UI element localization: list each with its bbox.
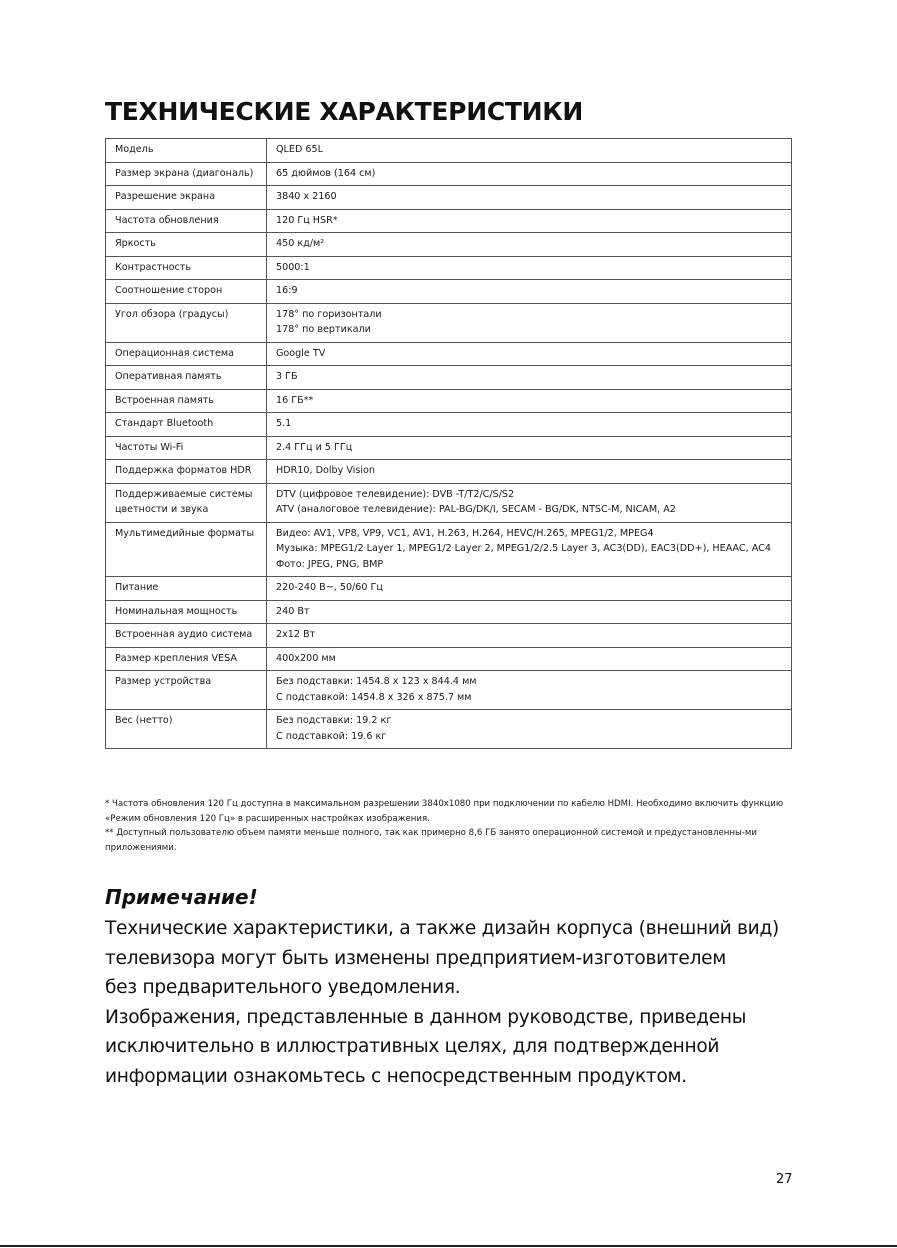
spec-label-line: Встроенная аудио система — [115, 629, 253, 640]
spec-label-line: Размер крепления VESA — [115, 652, 237, 664]
spec-row — [106, 366, 792, 390]
spec-value — [267, 139, 792, 163]
spec-value-line: QLED 65L — [276, 144, 323, 155]
spec-label-line: Частоты Wi-Fi — [115, 441, 184, 453]
spec-label-line: Операционная система — [115, 347, 234, 359]
spec-label — [106, 233, 267, 257]
spec-value-line: Без подставки: 1454.8 x 123 x 844.4 мм — [276, 676, 477, 687]
spec-value — [267, 209, 792, 233]
spec-row — [106, 413, 792, 437]
spec-row — [106, 389, 792, 413]
spec-value-line: Без подставки: 19.2 кг — [276, 715, 392, 726]
spec-row — [106, 600, 792, 624]
spec-row — [106, 186, 792, 210]
spec-value — [267, 647, 792, 671]
page-bottom-rule — [0, 1245, 897, 1247]
spec-value — [267, 186, 792, 210]
spec-row — [106, 647, 792, 671]
spec-label-line: Вес (нетто) — [115, 715, 173, 726]
spec-label — [106, 389, 267, 413]
footnotes — [105, 797, 795, 855]
spec-value-line: 3 ГБ — [276, 371, 298, 382]
spec-value-line: 120 Гц HSR* — [276, 214, 338, 226]
spec-label-line: Соотношение сторон — [115, 285, 223, 296]
spec-value-line: 16 ГБ** — [276, 394, 314, 406]
spec-label — [106, 366, 267, 390]
spec-label — [106, 209, 267, 233]
spec-value — [267, 366, 792, 390]
spec-value-line: С подставкой: 1454.8 x 326 x 875.7 мм — [276, 691, 472, 703]
spec-label — [106, 186, 267, 210]
spec-value-line: 3840 x 2160 — [276, 191, 337, 202]
page-number: 27 — [776, 1172, 793, 1187]
footnote-memory: ** Доступный пользователю объем памяти меньше полного, так как примерно 8,6 ГБ занято операционной системой и предустановленны-ми приложениями. — [105, 828, 757, 853]
footnote-refresh-rate: * Частота обновления 120 Гц доступна в максимальном разрешении 3840x1080 при подключении по кабелю HDMI. Необходимо включить функцию «Режим обновления 120 Гц» в расширенных настройках изображения. — [105, 799, 784, 824]
spec-row — [106, 280, 792, 304]
spec-label-line: Номинальная мощность — [115, 605, 238, 617]
spec-label-line: Мультимедийные форматы — [115, 527, 255, 539]
specs-table — [105, 138, 792, 749]
spec-label-line: Разрешение экрана — [115, 191, 216, 202]
spec-value — [267, 436, 792, 460]
spec-value-line: Видео: AV1, VP8, VP9, VC1, AV1, H.263, H.264, HEVC/H.265, MPEG1/2, MPEG4 — [276, 527, 654, 539]
spec-label — [106, 522, 267, 577]
spec-value — [267, 280, 792, 304]
spec-row — [106, 256, 792, 280]
spec-label — [106, 162, 267, 186]
spec-value-line: HDR10, Dolby Vision — [276, 465, 375, 476]
spec-label-line: Частота обновления — [115, 214, 219, 226]
spec-value — [267, 624, 792, 648]
specs-table-body — [106, 139, 792, 749]
spec-label — [106, 600, 267, 624]
spec-label-line: Поддерживаемые системы — [115, 488, 253, 500]
note-heading: Примечание! — [105, 885, 258, 909]
spec-label — [106, 483, 267, 522]
spec-label — [106, 413, 267, 437]
spec-label-line: Оперативная память — [115, 371, 222, 382]
note-line: исключительно в иллюстративных целях, для подтвержденной — [105, 1036, 720, 1057]
spec-value-line: 240 Вт — [276, 605, 310, 617]
spec-label — [106, 256, 267, 280]
spec-label — [106, 303, 267, 342]
note-line: без предварительного уведомления. — [105, 977, 461, 998]
spec-row — [106, 342, 792, 366]
spec-row — [106, 436, 792, 460]
spec-value-line: 2.4 ГГц и 5 ГГц — [276, 441, 353, 453]
spec-value-line: Музыка: MPEG1/2 Layer 1, MPEG1/2 Layer 2, MPEG1/2/2.5 Layer 3, AC3(DD), EAC3(DD+), HEAAC, AC4 — [276, 543, 771, 554]
spec-label — [106, 342, 267, 366]
spec-value — [267, 460, 792, 484]
spec-label-line: Встроенная память — [115, 394, 214, 406]
spec-label-line: Размер устройства — [115, 676, 212, 687]
spec-label-line: Питание — [115, 582, 159, 593]
spec-value — [267, 522, 792, 577]
spec-label — [106, 460, 267, 484]
spec-value-line: ATV (аналоговое телевидение): PAL-BG/DK/I, SECAM - BG/DK, NTSC-M, NICAM, A2 — [276, 504, 676, 515]
spec-label-line: Размер экрана (диагональ) — [115, 167, 254, 179]
spec-label-line: цветности и звука — [115, 504, 209, 515]
spec-value — [267, 233, 792, 257]
spec-row — [106, 162, 792, 186]
note-line: Технические характеристики, а также дизайн корпуса (внешний вид) — [105, 918, 779, 939]
note-line: информации ознакомьтесь с непосредственным продуктом. — [105, 1065, 687, 1087]
spec-value — [267, 389, 792, 413]
spec-label — [106, 577, 267, 601]
spec-value-line: 178° по горизонтали — [276, 308, 382, 320]
spec-value — [267, 483, 792, 522]
spec-row — [106, 460, 792, 484]
spec-value-line: 65 дюймов (164 см) — [276, 167, 376, 179]
spec-label-line: Стандарт Bluetooth — [115, 418, 214, 429]
spec-value — [267, 600, 792, 624]
spec-row — [106, 483, 792, 522]
spec-row — [106, 303, 792, 342]
spec-value-line: С подставкой: 19.6 кг — [276, 730, 387, 742]
spec-row — [106, 671, 792, 710]
spec-row — [106, 139, 792, 163]
spec-value — [267, 342, 792, 366]
spec-value-line: 5.1 — [276, 418, 292, 429]
spec-label — [106, 139, 267, 163]
page-title: ТЕХНИЧЕСКИЕ ХАРАКТЕРИСТИКИ — [105, 97, 584, 126]
spec-value-line: 178° по вертикали — [276, 324, 371, 335]
spec-value — [267, 413, 792, 437]
spec-value — [267, 303, 792, 342]
spec-value — [267, 256, 792, 280]
spec-label — [106, 671, 267, 710]
spec-label — [106, 647, 267, 671]
spec-label — [106, 280, 267, 304]
spec-value-line: Фото: JPEG, PNG, BMP — [276, 558, 384, 570]
spec-value-line: 220-240 В~, 50/60 Гц — [276, 582, 383, 593]
spec-label-line: Угол обзора (градусы) — [115, 308, 229, 320]
spec-value-line: 2x12 Вт — [276, 629, 316, 640]
spec-value — [267, 671, 792, 710]
note-line: Изображения, представленные в данном руководстве, приведены — [105, 1006, 747, 1028]
spec-row — [106, 624, 792, 648]
spec-value-line: 400x200 мм — [276, 652, 336, 664]
spec-label-line: Модель — [115, 144, 154, 155]
spec-label — [106, 710, 267, 749]
spec-value — [267, 577, 792, 601]
spec-label — [106, 436, 267, 460]
spec-row — [106, 577, 792, 601]
spec-value-line: 5000:1 — [276, 261, 310, 273]
spec-label — [106, 624, 267, 648]
spec-value — [267, 710, 792, 749]
spec-value-line: 450 кд/м² — [276, 238, 325, 249]
spec-row — [106, 233, 792, 257]
spec-value — [267, 162, 792, 186]
spec-row — [106, 522, 792, 577]
spec-label-line: Яркость — [115, 238, 156, 249]
spec-row — [106, 710, 792, 749]
spec-label-line: Поддержка форматов HDR — [115, 465, 252, 476]
spec-label-line: Контрастность — [115, 261, 192, 273]
spec-value-line: 16:9 — [276, 285, 298, 296]
note-line: телевизора могут быть изменены предприятием-изготовителем — [105, 947, 727, 969]
spec-value-line: Google TV — [276, 347, 326, 359]
spec-row — [106, 209, 792, 233]
spec-value-line: DTV (цифровое телевидение): DVB -T/T2/C/S/S2 — [276, 488, 515, 500]
note-body — [105, 914, 805, 1091]
